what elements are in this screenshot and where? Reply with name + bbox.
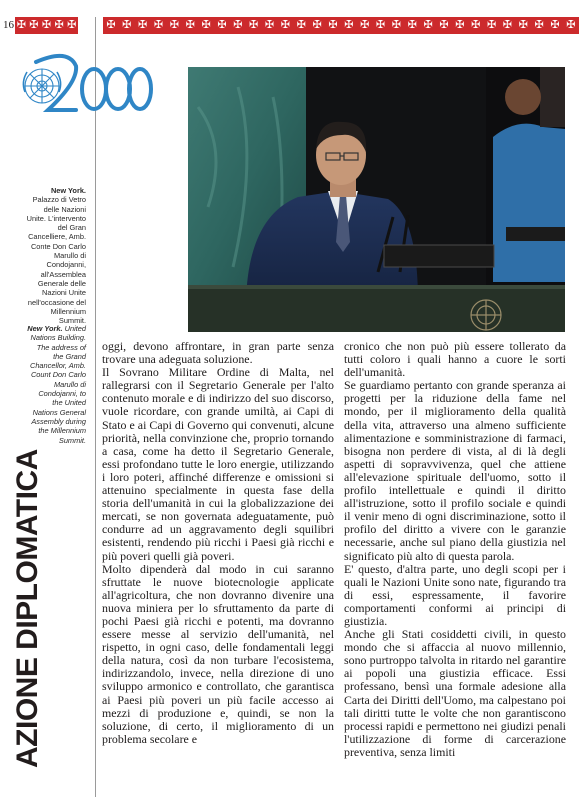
caption-line: the Grand bbox=[53, 351, 86, 361]
body-paragraph: Anche gli Stati cosiddetti civili, in questo mondo che si affaccia al nuovo millennio, sono purtroppo talvolta in ritardo nel garantire ai popoli una giustizia efficace. Essi professano, bensì una formale adesione alla Carta dei Diritti dell'Uomo, ma calpestano poi tali diritti tutte le volte che non garantiscono processi rapidi e permettono nei giudizi penali l'utilizzazione di forme di carcerazione preventiva, senza limiti bbox=[344, 627, 566, 759]
maltese-cross-icon: ✠ bbox=[280, 19, 290, 31]
maltese-cross-icon: ✠ bbox=[16, 19, 26, 31]
speaker-photo bbox=[188, 67, 565, 332]
caption-line: Unite. L'intervento bbox=[26, 213, 86, 223]
decorative-band-right bbox=[103, 17, 579, 34]
maltese-cross-icon: ✠ bbox=[106, 19, 116, 31]
caption-line: Generale delle bbox=[37, 278, 86, 288]
maltese-cross-icon: ✠ bbox=[455, 19, 465, 31]
maltese-cross-icon: ✠ bbox=[439, 19, 449, 31]
maltese-cross-icon: ✠ bbox=[41, 19, 52, 31]
caption-line: Nazioni Unite bbox=[42, 288, 86, 298]
body-paragraph: oggi, devono affrontare, in gran parte senza trovare una adeguata soluzione. bbox=[102, 339, 334, 367]
caption-line: New York. United bbox=[27, 324, 86, 333]
maltese-cross-icon: ✠ bbox=[486, 19, 497, 31]
maltese-cross-icon: ✠ bbox=[249, 19, 259, 31]
caption-line: Summit. bbox=[58, 435, 86, 445]
body-paragraph: Molto dipenderà dal modo in cui saranno sfruttate le nuove biotecnologie applicate all'agricoltura, che non dovranno divenire una nuova miniera per lo sfruttamento da parte di pochi Paesi già ricchi e potenti, ma dovranno essere messe al servizio dell'umanità, nel rispetto, in ogni caso, delle fondamentali leggi della natura, così da non turbare l'ecosistema, indirizzandolo, invece, nella direzione di uno sviluppo armonico e controllato, che garantisca ai Paesi più poveri un più facile accesso ai mezzi di produzione e, quindi, se non la soluzione, di certo, il miglioramento di un problema secolare e bbox=[102, 561, 334, 746]
maltese-cross-icon: ✠ bbox=[201, 19, 211, 31]
caption-line: Nations General bbox=[32, 407, 86, 417]
caption-line: Millennium bbox=[50, 306, 86, 316]
body-paragraph: Se guardiamo pertanto con grande speranza ai progetti per la riduzione della fame nel mondo, per il miglioramento della qualità della vita, attraverso una almeno sufficiente alimentazione e somministrazione di farmaci, bisogna non perdere di vista, al di là degli aspetti di sopravvivenza, quel che attiene all'elevazione spirituale dell'uomo, sotto il profilo intellettuale e quindi il diritto all'istruzione, sotto il profilo sociale e quindi il venir meno di ogni discriminazione, sotto il profilo del diritto a vivere con le garanzie necessarie, anche sul piano della giustizia nel significato più alto di questa parola. bbox=[344, 378, 566, 563]
maltese-cross-icon: ✠ bbox=[328, 19, 338, 31]
caption-line: Palazzo di Vetro bbox=[32, 195, 86, 205]
caption-line: Condojanni, to bbox=[38, 389, 86, 399]
caption-line: Summit. bbox=[58, 316, 86, 326]
maltese-cross-icon: ✠ bbox=[169, 19, 179, 31]
caption-line: The address of bbox=[36, 342, 86, 352]
photo-caption-italian bbox=[3, 186, 86, 325]
caption-line: Assembly during bbox=[31, 416, 86, 426]
maltese-cross-icon: ✠ bbox=[391, 19, 401, 31]
logo-2000-numerals bbox=[36, 56, 151, 110]
body-column-right bbox=[344, 340, 566, 759]
maltese-cross-icon: ✠ bbox=[138, 19, 148, 31]
caption-line: delle Nazioni bbox=[43, 204, 86, 214]
caption-line: the Millennium bbox=[38, 426, 86, 436]
maltese-cross-icon: ✠ bbox=[29, 19, 39, 31]
page-number: 16 bbox=[3, 19, 14, 31]
caption-line: Marullo di bbox=[53, 379, 86, 389]
maltese-cross-icon: ✠ bbox=[360, 19, 370, 31]
body-column-left bbox=[102, 340, 334, 746]
maltese-cross-icon: ✠ bbox=[54, 19, 64, 31]
maltese-cross-icon: ✠ bbox=[122, 19, 132, 31]
caption-line: Chancellor, Amb. bbox=[29, 361, 86, 371]
caption-line: Cancelliere, Amb. bbox=[28, 232, 86, 242]
maltese-cross-icon: ✠ bbox=[566, 19, 576, 31]
section-title: AZIONE DIPLOMATICA bbox=[11, 449, 44, 768]
maltese-cross-icon: ✠ bbox=[264, 19, 275, 31]
maltese-cross-icon: ✠ bbox=[67, 19, 77, 31]
un-2000-logo bbox=[18, 52, 154, 120]
caption-line: Nations Building. bbox=[30, 333, 86, 343]
maltese-cross-icon: ✠ bbox=[217, 19, 227, 31]
un-emblem-icon bbox=[471, 300, 501, 330]
caption-line: nell'occasione del bbox=[27, 297, 86, 307]
maltese-cross-icon: ✠ bbox=[423, 19, 433, 31]
column-divider bbox=[95, 17, 96, 797]
maltese-cross-icon: ✠ bbox=[233, 19, 243, 31]
caption-line: Condojanni, bbox=[46, 260, 86, 270]
maltese-cross-icon: ✠ bbox=[407, 19, 417, 31]
body-paragraph: cronico che non può più essere tollerato da tutti coloro i quali hanno a cuore le sorti dell'umanità. bbox=[344, 339, 566, 380]
maltese-cross-icon: ✠ bbox=[550, 19, 560, 31]
maltese-cross-icon: ✠ bbox=[296, 19, 306, 31]
maltese-cross-icon: ✠ bbox=[312, 19, 322, 31]
maltese-cross-icon: ✠ bbox=[375, 19, 386, 31]
caption-line: Marullo di bbox=[53, 251, 86, 261]
caption-line: the United bbox=[52, 398, 86, 408]
maltese-cross-icon: ✠ bbox=[344, 19, 354, 31]
body-paragraph: Il Sovrano Militare Ordine di Malta, nel rallegrarsi con il Segretario Generale per l'alto contenuto morale e di indirizzo del suo discorso, vuole ricordare, con grande umiltà, ai Capi di Stato e ai Capi di Governo qui convenuti, alcune priorità, nella convinzione che, proprio tornando a casa, come ha detto il Segretario Generale, essi profondano tutte le loro energie, utilizzando i loro poteri, affinché differenze e omissioni si attenuino specialmente in questa fase della storia dell'umanità in cui la globalizzazione dei mercati, se non governata adeguatamente, può condurre ad un aggravamento degli squilibri esistenti, rendendo più ricchi i Paesi già ricchi e più poveri quelli già poveri. bbox=[102, 365, 334, 563]
maltese-cross-icon: ✠ bbox=[153, 19, 164, 31]
caption-line: del Gran bbox=[57, 223, 86, 233]
decorative-band-left bbox=[15, 17, 78, 34]
maltese-cross-icon: ✠ bbox=[518, 19, 528, 31]
photo-caption-english bbox=[3, 324, 86, 445]
un-emblem-icon bbox=[23, 69, 60, 103]
maltese-cross-icon: ✠ bbox=[185, 19, 195, 31]
body-paragraph: E' questo, d'altra parte, uno degli scopi per i quali le Nazioni Unite sono nate, figurando tra di essi, espressamente, il favorire comportamenti conformi ai principi di giustizia. bbox=[344, 561, 566, 628]
caption-place: New York. bbox=[50, 186, 86, 195]
maltese-cross-icon: ✠ bbox=[471, 19, 481, 31]
caption-line: all'Assemblea bbox=[40, 269, 86, 279]
caption-line: Conte Don Carlo bbox=[30, 241, 86, 251]
maltese-cross-icon: ✠ bbox=[502, 19, 513, 31]
caption-line: Count Don Carlo bbox=[30, 370, 86, 380]
maltese-cross-icon: ✠ bbox=[534, 19, 544, 31]
